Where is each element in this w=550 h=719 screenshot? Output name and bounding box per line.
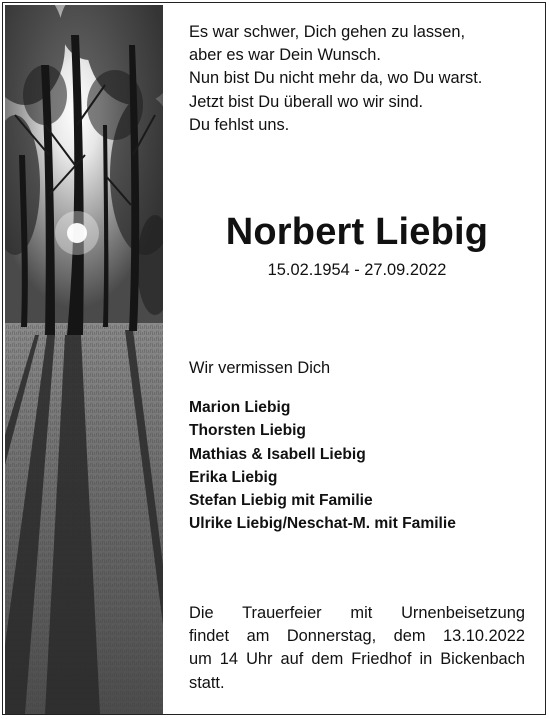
obituary-text-column	[189, 3, 525, 714]
forest-sunlight-photo	[5, 5, 163, 714]
poem-line: Nun bist Du nicht mehr da, wo Du warst.	[189, 69, 483, 88]
mourner-name: Stefan Liebig mit Familie	[189, 492, 373, 510]
mourner-name: Marion Liebig	[189, 399, 291, 416]
life-dates: 15.02.1954 - 27.09.2022	[267, 261, 447, 279]
funeral-line: statt.	[189, 673, 225, 692]
mourner-name: Thorsten Liebig	[189, 422, 306, 440]
poem	[189, 21, 525, 137]
poem-line: aber es war Dein Wunsch.	[189, 46, 381, 65]
mourners-intro: Wir vermissen Dich	[189, 359, 331, 377]
mourner-name: Mathias & Isabell Liebig	[189, 445, 366, 463]
mourner-name: Erika Liebig	[189, 468, 278, 486]
obituary-frame	[2, 2, 546, 715]
poem-line: Jetzt bist Du überall wo wir sind.	[189, 92, 424, 111]
funeral-line: um 14 Uhr auf dem Friedhof in Bickenbach	[189, 650, 525, 669]
poem-line: Du fehlst uns.	[189, 115, 290, 134]
deceased-name: Norbert Liebig	[225, 211, 489, 253]
funeral-notice	[189, 602, 525, 695]
poem-line: Es war schwer, Dich gehen zu lassen,	[189, 23, 466, 41]
mourner-name: Ulrike Liebig/Neschat-M. mit Familie	[189, 515, 456, 533]
funeral-line: Die Trauerfeier mit Urnenbeisetzung	[189, 604, 525, 622]
mourners-list	[189, 396, 456, 536]
funeral-line: findet am Donnerstag, dem 13.10.2022	[189, 627, 525, 646]
